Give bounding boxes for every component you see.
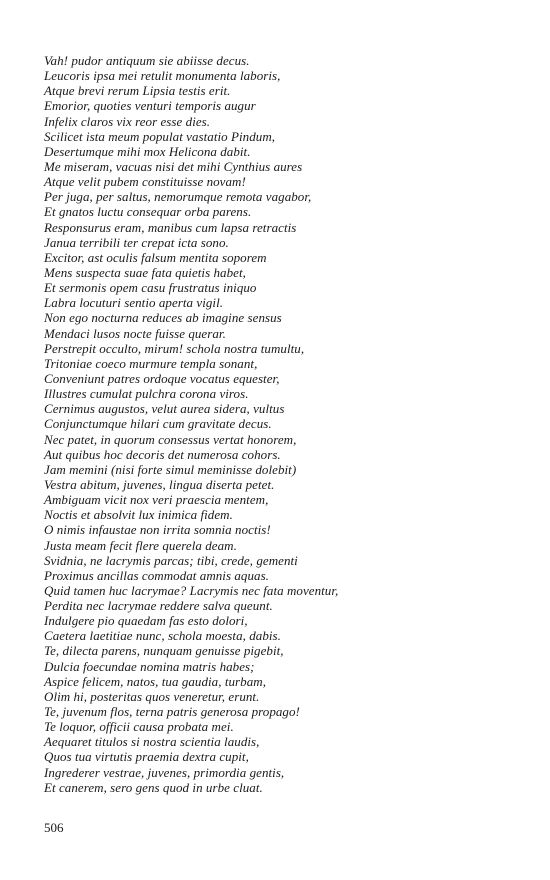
poem-line: Indulgere pio quaedam fas esto dolori,	[44, 613, 248, 629]
poem-line: Illustres cumulat pulchra corona viros.	[44, 386, 249, 402]
poem-line: Leucoris ipsa mei retulit monumenta laboris,	[44, 68, 281, 84]
poem-line: Perdita nec lacrymae reddere salva queunt.	[44, 598, 273, 614]
poem-line: Mendaci lusos nocte fuisse querar.	[44, 325, 226, 341]
poem-line: Desertumque mihi mox Helicona dabit.	[44, 143, 251, 159]
poem-line: Te loquor, officii causa probata mei.	[44, 719, 234, 735]
poem-text	[44, 53, 514, 795]
poem-line: Scilicet ista meum populat vastatio Pindum,	[44, 128, 276, 144]
poem-line: Me miseram, vacuas nisi det mihi Cynthius aures	[44, 158, 303, 174]
poem-line: Cernimus augustos, velut aurea sidera, vultus	[44, 401, 285, 417]
poem-line: Et canerem, sero gens quod in urbe cluat.	[44, 779, 263, 795]
poem-line: Conjunctumque hilari cum gravitate decus.	[44, 416, 272, 432]
poem-line: Te, juvenum flos, terna patris generosa propago!	[44, 704, 300, 720]
poem-line: Et gnatos luctu consequar orba parens.	[44, 204, 252, 220]
poem-line: Atque velit pubem constituisse novam!	[44, 174, 246, 190]
poem-line: Jam memini (nisi forte simul meminisse dolebit)	[44, 461, 297, 477]
poem-line: Per juga, per saltus, nemorumque remota vagabor,	[44, 189, 312, 205]
poem-line: Dulcia foecundae nomina matris habes;	[44, 658, 255, 674]
poem-line: Excitor, ast oculis falsum mentita soporem	[44, 249, 267, 265]
poem-line: Infelix claros vix reor esse dies.	[44, 113, 211, 129]
poem-line: Mens suspecta suae fata quietis habet,	[44, 264, 246, 280]
poem-line: Emorior, quoties venturi temporis augur	[44, 98, 256, 114]
poem-line: Ingrederer vestrae, juvenes, primordia gentis,	[44, 764, 285, 780]
poem-line: Aut quibus hoc decoris det numerosa cohors.	[44, 446, 281, 462]
poem-line: Perstrepit occulto, mirum! schola nostra tumultu,	[44, 340, 305, 356]
poem-line: Olim hi, posteritas quos veneretur, erunt.	[44, 688, 260, 704]
poem-line: Responsurus eram, manibus cum lapsa retractis	[44, 219, 297, 235]
poem-line: Svidnia, ne lacrymis parcas; tibi, crede, gementi	[44, 552, 298, 568]
poem-line: Caetera laetitiae nunc, schola moesta, dabis.	[44, 628, 281, 644]
poem-line: Et sermonis opem casu frustratus iniquo	[44, 280, 257, 296]
poem-line: Ambiguam vicit nox veri praescia mentem,	[44, 492, 269, 508]
poem-line: Quid tamen huc lacrymae? Lacrymis nec fata moventur,	[44, 582, 339, 598]
poem-line: Noctis et absolvit lux inimica fidem.	[44, 507, 233, 523]
page-number: 506	[44, 820, 64, 835]
poem-line: Labra locuturi sentio aperta vigil.	[44, 295, 224, 311]
poem-line: Tritoniae coeco murmure templa sonant,	[44, 355, 258, 371]
poem-line: Aequaret titulos si nostra scientia laudis,	[44, 734, 260, 750]
poem-line: Non ego nocturna reduces ab imagine sensus	[44, 310, 282, 326]
poem-line: Vah! pudor antiquum sie abiisse decus.	[44, 53, 250, 68]
poem-line: Quos tua virtutis praemia dextra cupit,	[44, 749, 249, 765]
poem-line: Atque brevi rerum Lipsia testis erit.	[44, 83, 231, 99]
poem-line: Aspice felicem, natos, tua gaudia, turbam,	[44, 673, 266, 689]
poem-line: Proximus ancillas commodat amnis aquas.	[44, 567, 269, 583]
poem-line: Justa meam fecit flere querela deam.	[44, 537, 237, 553]
poem-line: Nec patet, in quorum consessus vertat honorem,	[44, 431, 297, 447]
poem-line: O nimis infaustae non irrita somnia noctis!	[44, 522, 271, 538]
poem-line: Vestra abitum, juvenes, lingua diserta petet.	[44, 476, 275, 492]
poem-line: Janua terribili ter crepat icta sono.	[44, 234, 229, 250]
poem-line: Conveniunt patres ordoque vocatus equester,	[44, 370, 280, 386]
poem-line: Te, dilecta parens, nunquam genuisse pigebit,	[44, 643, 284, 659]
